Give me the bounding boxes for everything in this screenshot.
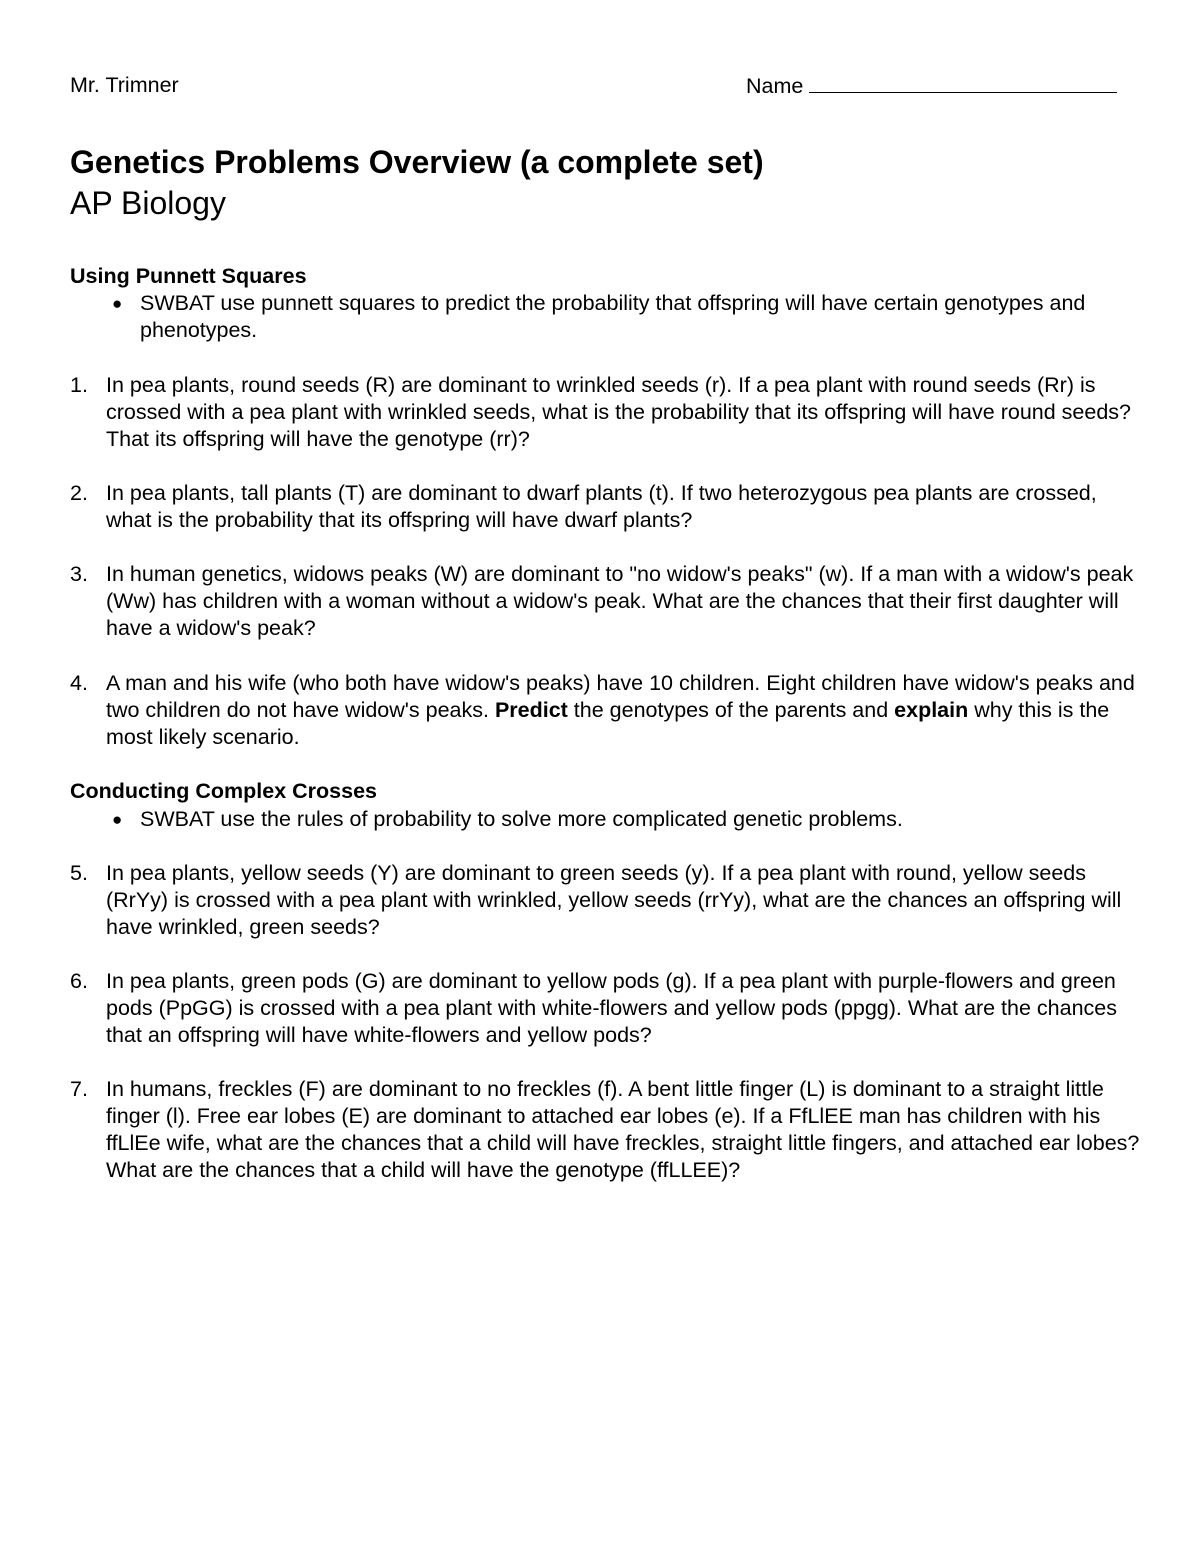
name-label: Name (746, 74, 804, 98)
name-blank-line (809, 72, 1117, 93)
section-heading-punnett: Using Punnett Squares (70, 264, 307, 288)
question-text: In pea plants, yellow seeds (Y) are dominant to green seeds (y). If a pea plant with round, yellow seeds (RrYy) is crossed with a pea plant with wrinkled, yellow seeds (rrYy), what are the chances an offspring will have wrinkled, green seeds? (106, 861, 1122, 939)
question-number: 5. (70, 861, 88, 885)
question-5 (70, 860, 1140, 941)
question-text: A man and his wife (who both have widow's peaks) have 10 children. Eight children have widow's peaks and two children do not have widow's peaks. Predict the genotypes of the parents and explain why this is the most likely scenario. (106, 671, 1135, 749)
objective-text: SWBAT use the rules of probability to solve more complicated genetic problems. (140, 807, 903, 831)
bullet-icon: ● (112, 810, 123, 829)
question-number: 2. (70, 481, 88, 505)
question-6 (70, 968, 1140, 1049)
question-7 (70, 1076, 1140, 1184)
question-text: In pea plants, round seeds (R) are dominant to wrinkled seeds (r). If a pea plant with round seeds (Rr) is crossed with a pea plant with wrinkled seeds, what is the probability that its offspring will have round seeds? That its offspring will have the genotype (rr)? (106, 373, 1131, 451)
question-1 (70, 372, 1140, 453)
objective-text: SWBAT use punnett squares to predict the probability that offspring will have certain genotypes and phenotypes. (140, 291, 1086, 342)
student-name-field (746, 72, 1117, 100)
bullet-icon: ● (112, 294, 123, 313)
question-number: 7. (70, 1077, 88, 1101)
question-text: In pea plants, green pods (G) are dominant to yellow pods (g). If a pea plant with purple-flowers and green pods (PpGG) is crossed with a pea plant with white-flowers and yellow pods (ppgg). What are the chances that an offspring will have white-flowers and yellow pods? (106, 969, 1117, 1047)
teacher-name: Mr. Trimner (70, 73, 179, 97)
question-text: In pea plants, tall plants (T) are dominant to dwarf plants (t). If two heterozygous pea plants are crossed, what is the probability that its offspring will have dwarf plants? (106, 481, 1097, 532)
question-number: 6. (70, 969, 88, 993)
page-subtitle: AP Biology (70, 185, 226, 221)
emphasis-explain: explain (894, 698, 969, 722)
question-number: 4. (70, 671, 88, 695)
question-text: In human genetics, widows peaks (W) are dominant to "no widow's peaks" (w). If a man with a widow's peak (Ww) has children with a woman without a widow's peak. What are the chances that their first daughter will have a widow's peak? (106, 562, 1134, 640)
question-4 (70, 670, 1140, 751)
objective-punnett (106, 290, 1100, 344)
section-heading-complex: Conducting Complex Crosses (70, 779, 378, 803)
objective-complex (106, 806, 1100, 833)
question-number: 1. (70, 373, 88, 397)
page-title: Genetics Problems Overview (a complete set) (70, 144, 764, 180)
question-3 (70, 561, 1140, 642)
question-text: In humans, freckles (F) are dominant to no freckles (f). A bent little finger (L) is dominant to a straight little finger (l). Free ear lobes (E) are dominant to attached ear lobes (e). If a FfLlEE man has children with his ffLlEe wife, what are the chances that a child will have freckles, straight little fingers, and attached ear lobes? What are the chances that a child will have the genotype (ffLLEE)? (106, 1077, 1140, 1182)
question-number: 3. (70, 562, 88, 586)
question-2 (70, 480, 1140, 534)
page-header (70, 72, 1130, 102)
emphasis-predict: Predict (494, 698, 568, 722)
